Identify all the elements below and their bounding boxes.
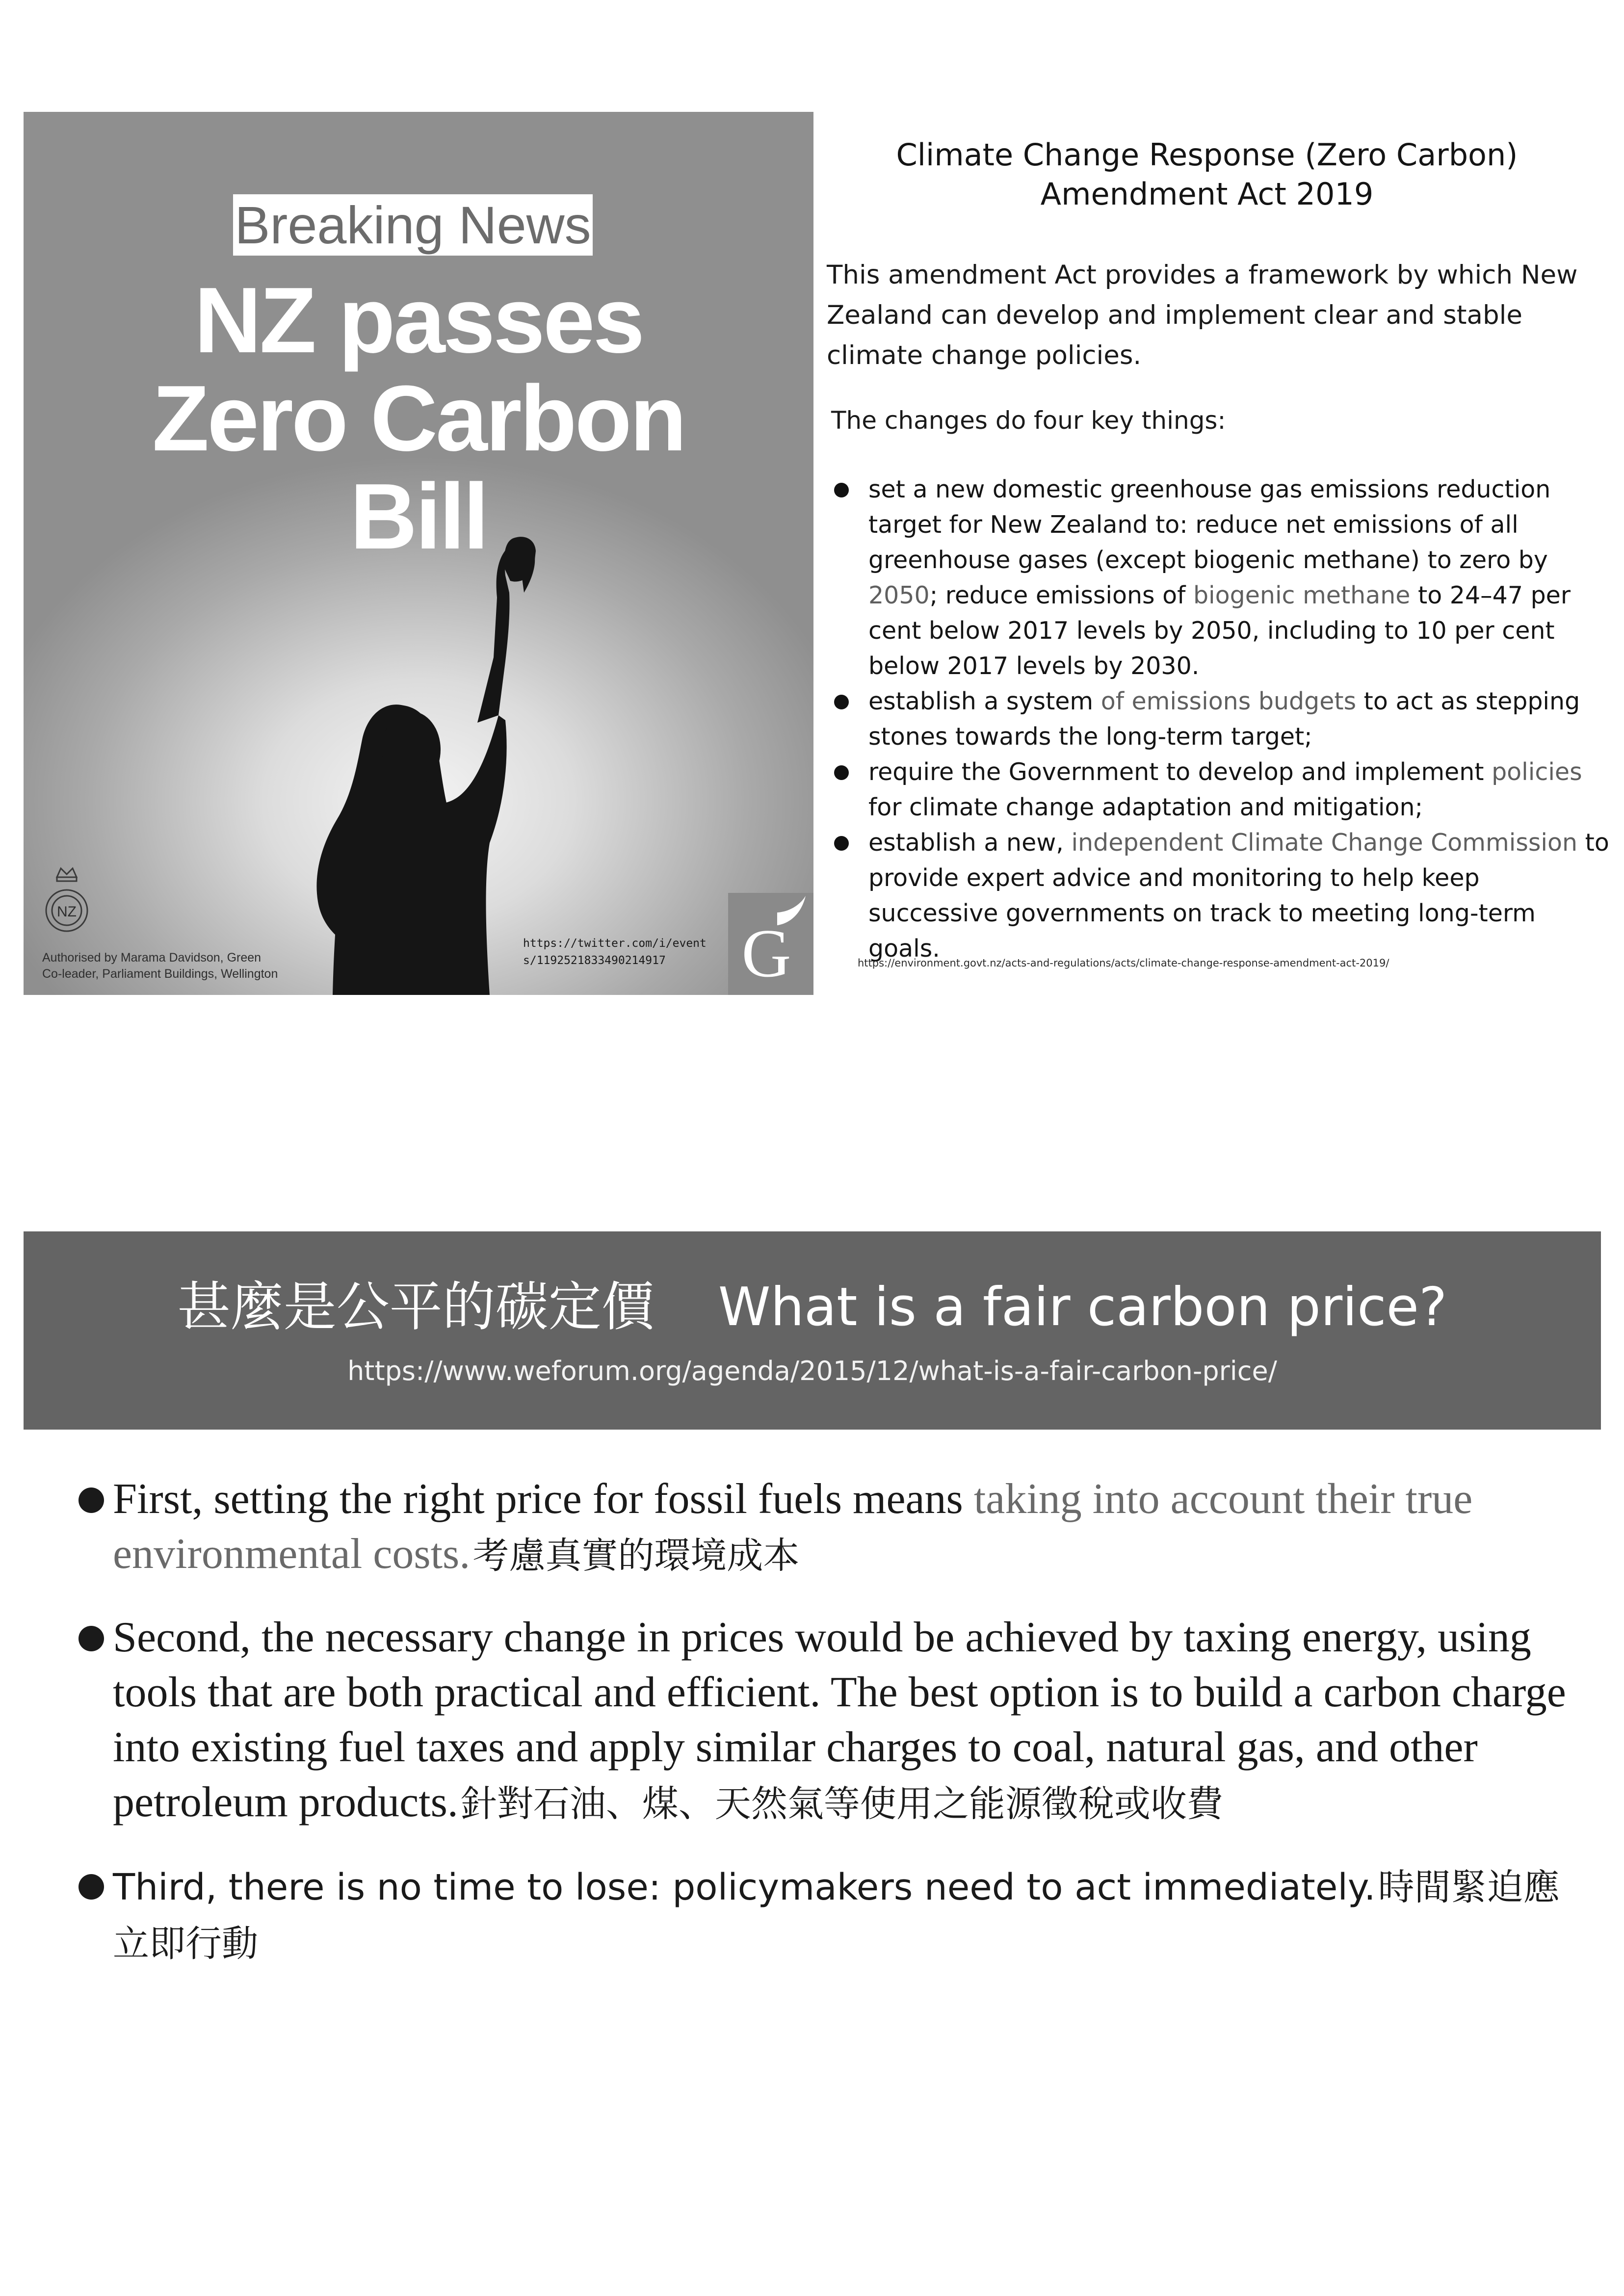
bullet-icon xyxy=(834,483,849,497)
list-item: establish a system of emissions budgets to act as stepping stones towards the long-term target; xyxy=(830,684,1610,755)
bullet-icon xyxy=(79,1626,104,1651)
crest-nz-label: NZ xyxy=(57,904,77,920)
banner-title xyxy=(24,1271,1601,1344)
list-item: set a new domestic greenhouse gas emissions reduction target for New Zealand to: reduce net emissions of all greenhouse gases (except biogenic methane) to zero by 2050; reduce emissions of biogenic methane to 24–47 per cent below 2017 levels by 2050, including to 10 per cent below 2017 levels by 2030. xyxy=(830,472,1610,684)
breaking-news-badge: Breaking News xyxy=(233,194,593,256)
poster-headline-line-2: Zero Carbon xyxy=(152,366,685,470)
fair-carbon-price-banner xyxy=(24,1231,1601,1430)
twitter-source xyxy=(523,935,729,969)
carbon-price-points-list xyxy=(74,1472,1585,1995)
list-item: First, setting the right price for fossil fuels means taking into account their true environmental costs. 考慮真實的環境成本 xyxy=(74,1472,1585,1582)
act-source-url: https://environment.govt.nz/acts-and-regulations/acts/climate-change-response-amendment-act-2019/ xyxy=(858,957,1389,969)
list-item: Third, there is no time to lose: policymakers need to act immediately. 時間緊迫應立即行動 xyxy=(74,1858,1585,1967)
bullet-icon xyxy=(79,1874,104,1900)
breaking-news-poster xyxy=(24,112,813,995)
bullet-icon xyxy=(79,1487,104,1513)
list-item: Second, the necessary change in prices would be achieved by taxing energy, using tools that are both practical and efficient. The best option is to build a carbon charge into existing fuel taxes and apply similar charges to coal, natural gas, and other petroleum products. 針對石油、煤、天然氣等使用之能源徵稅或收費 xyxy=(74,1610,1585,1830)
twitter-url-line-2: s/1192521833490214917 xyxy=(523,954,666,967)
banner-source-url: https://www.weforum.org/agenda/2015/12/what-is-a-fair-carbon-price/ xyxy=(347,1356,1277,1386)
bullet-icon xyxy=(834,695,849,709)
list-item: require the Government to develop and implement policies for climate change adaptation and mitigation; xyxy=(830,755,1610,825)
logo-letter: G xyxy=(741,915,791,991)
act-title-line-2: Amendment Act 2019 xyxy=(1040,176,1374,212)
raised-fist-silhouette-icon xyxy=(279,529,583,995)
authorisation-line-1: Authorised by Marama Davidson, Green xyxy=(42,951,262,965)
parliament-crest xyxy=(42,862,91,943)
bullet-icon xyxy=(834,765,849,780)
twitter-url-line-1: https://twitter.com/i/event xyxy=(523,937,707,950)
act-title-line-1: Climate Change Response (Zero Carbon) xyxy=(896,137,1518,173)
list-item: establish a new, independent Climate Change Commission to provide expert advice and monitoring to help keep successive governments on track to meeting long-term goals. xyxy=(830,825,1610,966)
authorisation-line-2: Co-leader, Parliament Buildings, Wellington xyxy=(42,967,278,981)
banner-title-zh: 甚麼是公平的碳定價 xyxy=(177,1277,655,1338)
act-key-changes-list xyxy=(830,472,1610,966)
authorisation-statement xyxy=(42,950,337,982)
poster-headline-line-1: NZ passes xyxy=(194,268,643,372)
green-party-g-icon xyxy=(728,893,813,995)
act-intro-paragraph: This amendment Act provides a framework by which New Zealand can develop and implement clear and stable climate change policies. xyxy=(827,260,1578,370)
green-party-logo xyxy=(728,893,813,995)
changes-heading: The changes do four key things: xyxy=(831,406,1226,435)
house-of-representatives-crest-icon xyxy=(42,862,91,941)
banner-title-en: What is a fair carbon price? xyxy=(718,1277,1447,1338)
bullet-icon xyxy=(834,836,849,851)
poster-headline-line-3: Bill xyxy=(350,465,487,569)
act-title xyxy=(834,135,1580,214)
